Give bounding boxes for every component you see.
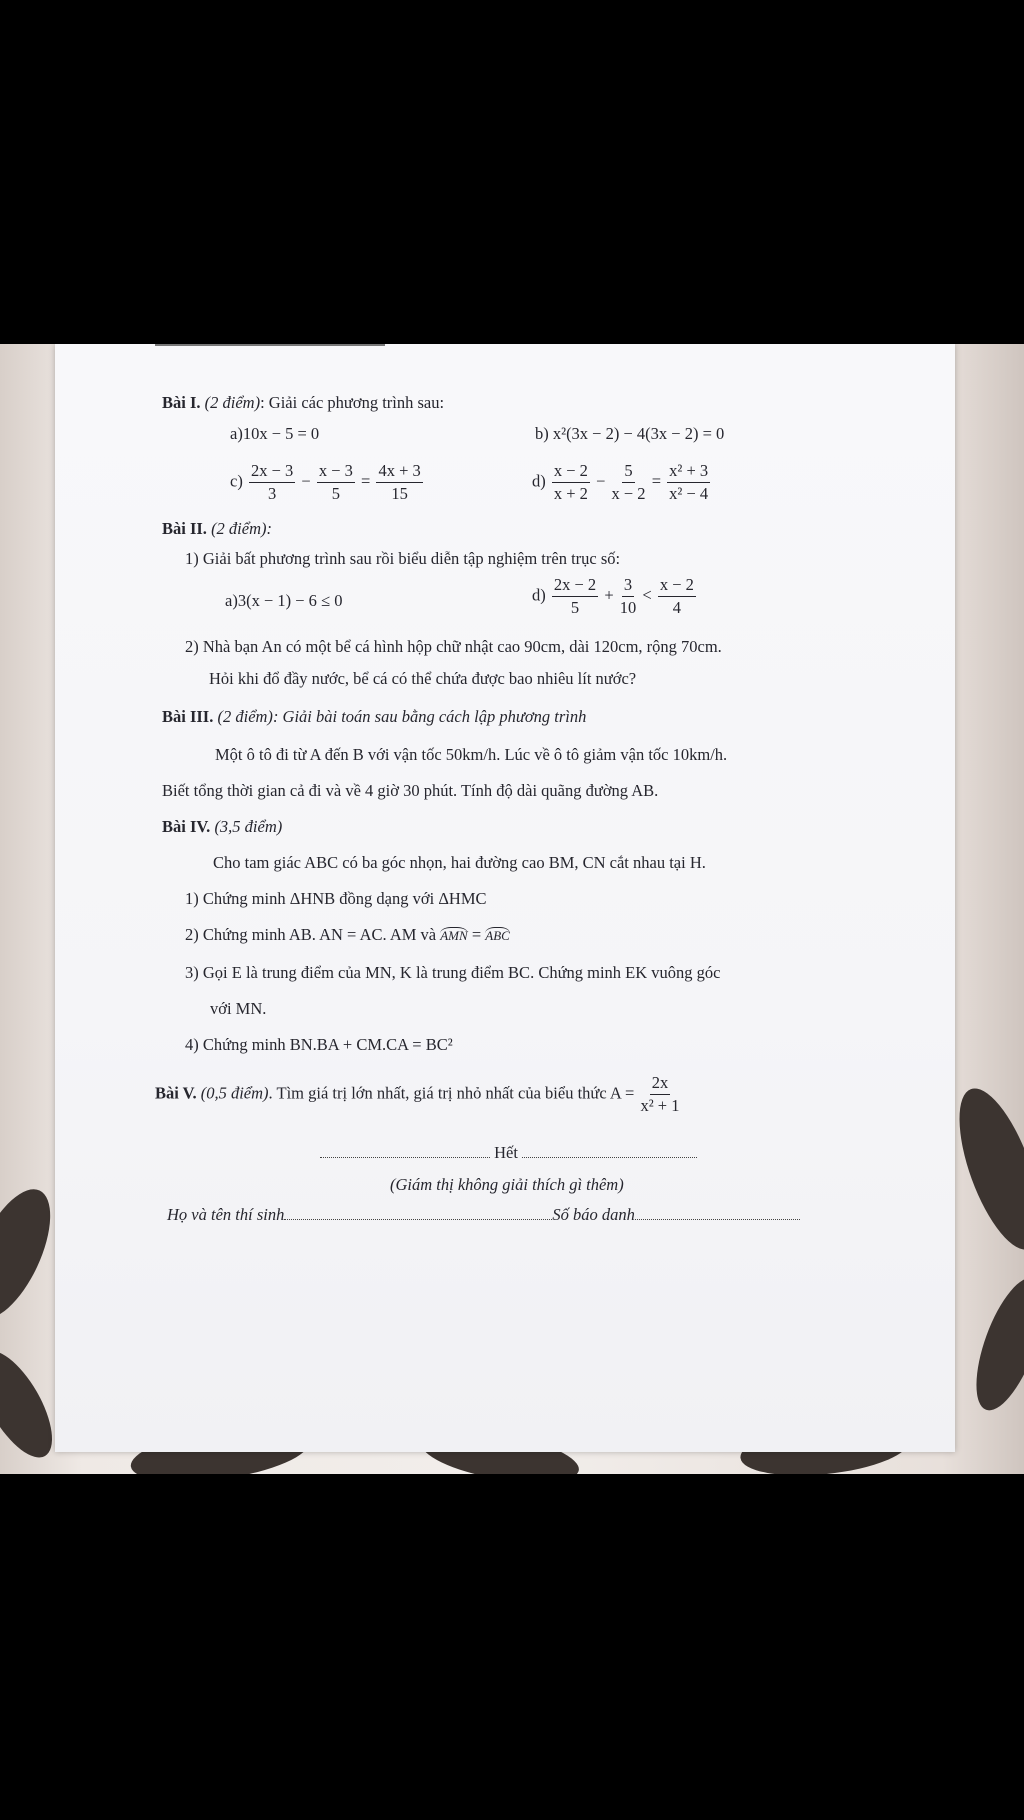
fraction	[658, 576, 696, 617]
denominator: x² + 1	[640, 1096, 680, 1116]
bai3-heading	[162, 708, 586, 726]
candidate-line	[167, 1206, 800, 1224]
bai5-head: Bài V.	[155, 1083, 197, 1103]
bai5-line	[155, 1074, 681, 1115]
bai4-q4: 4) Chứng minh BN.BA + CM.CA = BC²	[185, 1035, 453, 1054]
denominator: 5	[570, 598, 580, 618]
fraction	[317, 462, 355, 503]
operator: =	[651, 471, 661, 491]
bai3-line1: Một ô tô đi từ A đến B với vận tốc 50km/h. Lúc về ô tô giảm vận tốc 10km/h.	[215, 745, 728, 764]
bai3-line2: Biết tổng thời gian cả đi và về 4 giờ 30 phút. Tính độ dài quãng đường AB.	[162, 781, 659, 800]
photo-background	[0, 344, 1024, 1474]
fraction	[552, 576, 598, 617]
bai2-head: Bài II.	[162, 519, 207, 538]
bai2-d-label: d)	[532, 585, 546, 605]
operator: −	[301, 471, 311, 491]
bai4-q1: 1) Chứng minh ΔHNB đồng dạng với ΔHMC	[185, 889, 487, 908]
operator: =	[467, 925, 486, 944]
leaf-decoration	[963, 1270, 1024, 1419]
bai4-q3-line2: với MN.	[210, 999, 267, 1018]
bai4-q3-line1: 3) Gọi E là trung điểm của MN, K là trung điểm BC. Chứng minh EK vuông góc	[185, 963, 721, 982]
bai1-heading	[162, 394, 444, 412]
bai1-d	[532, 462, 712, 503]
bai1-c	[230, 462, 425, 503]
denominator: x − 2	[611, 484, 646, 504]
sbd-blank	[635, 1219, 800, 1220]
denominator: 5	[331, 484, 340, 504]
numerator: x − 3	[317, 462, 355, 483]
numerator: 3	[622, 576, 634, 597]
bai1-points: (2 điểm)	[204, 393, 261, 412]
end-line	[320, 1144, 697, 1162]
bai2-points: (2 điểm):	[211, 519, 272, 538]
numerator: 5	[622, 462, 634, 483]
numerator: 2x − 2	[552, 576, 598, 597]
bai4-q2-text: 2) Chứng minh AB. AN = AC. AM và	[185, 925, 441, 944]
sbd-label: Số báo danh	[552, 1205, 635, 1224]
bai4-q2	[185, 926, 510, 944]
bai2-q1: 1) Giải bất phương trình sau rồi biểu diễn tập nghiệm trên trục số:	[185, 549, 621, 568]
exam-paper	[55, 344, 955, 1452]
bai2-d	[532, 576, 698, 617]
bai4-points: (3,5 điểm)	[214, 817, 283, 836]
bai1-a: a)10x − 5 = 0	[230, 424, 320, 443]
bai5-text: . Tìm giá trị lớn nhất, giá trị nhỏ nhất của biểu thức A =	[268, 1083, 639, 1103]
bai3-head: Bài III.	[162, 707, 214, 726]
bai4-intro: Cho tam giác ABC có ba góc nhọn, hai đường cao BM, CN cắt nhau tại H.	[213, 853, 706, 872]
numerator: x − 2	[552, 462, 590, 483]
angle-amn: AMN	[440, 928, 468, 943]
fraction	[667, 462, 710, 503]
fraction	[640, 1074, 679, 1115]
fraction	[612, 462, 646, 503]
denominator: 3	[267, 484, 277, 504]
bai2-heading	[162, 520, 272, 538]
operator: +	[604, 585, 614, 605]
numerator: 2x − 3	[249, 462, 295, 483]
name-blank	[284, 1219, 552, 1220]
bai1-head: Bài I.	[162, 393, 201, 412]
fraction	[552, 462, 590, 503]
footer-note: (Giám thị không giải thích gì thêm)	[390, 1175, 624, 1194]
operator: <	[642, 585, 652, 605]
denominator: x + 2	[553, 484, 588, 504]
bai1-b: b) x²(3x − 2) − 4(3x − 2) = 0	[535, 424, 725, 443]
numerator: x − 2	[658, 576, 696, 597]
bai2-q2-line2: Hỏi khi đổ đầy nước, bể cá có thể chứa được bao nhiêu lít nước?	[209, 669, 637, 688]
bai2-a: a)3(x − 1) − 6 ≤ 0	[225, 591, 343, 610]
fraction	[620, 576, 637, 617]
numerator: 4x + 3	[376, 462, 422, 483]
fraction	[249, 462, 295, 503]
end-text: Hết	[494, 1143, 518, 1162]
top-rule	[155, 344, 385, 346]
bai4-heading	[162, 818, 282, 836]
bai3-points: (2 điểm)	[217, 707, 273, 726]
bai5-points: (0,5 điểm)	[200, 1083, 269, 1103]
denominator: x² − 4	[669, 484, 709, 504]
numerator: x² + 3	[667, 462, 710, 483]
dotted-line	[522, 1157, 697, 1158]
bai1-d-label: d)	[532, 471, 546, 491]
dotted-line	[320, 1157, 490, 1158]
denominator: 15	[391, 484, 408, 504]
bai4-head: Bài IV.	[162, 817, 211, 836]
operator: =	[361, 471, 371, 491]
numerator: 2x	[650, 1074, 671, 1095]
angle-abc: ABC	[485, 928, 510, 943]
denominator: 10	[619, 598, 637, 618]
name-label: Họ và tên thí sinh	[167, 1205, 285, 1224]
bai3-subtitle: : Giải bài toán sau bằng cách lập phương trình	[272, 707, 587, 726]
denominator: 4	[672, 598, 681, 618]
bai1-c-label: c)	[230, 471, 243, 491]
operator: −	[596, 471, 606, 491]
bai1-title: : Giải các phương trình sau:	[260, 393, 445, 412]
bai2-q2-line1: 2) Nhà bạn An có một bể cá hình hộp chữ nhật cao 90cm, dài 120cm, rộng 70cm.	[185, 637, 722, 656]
fraction	[376, 462, 422, 503]
